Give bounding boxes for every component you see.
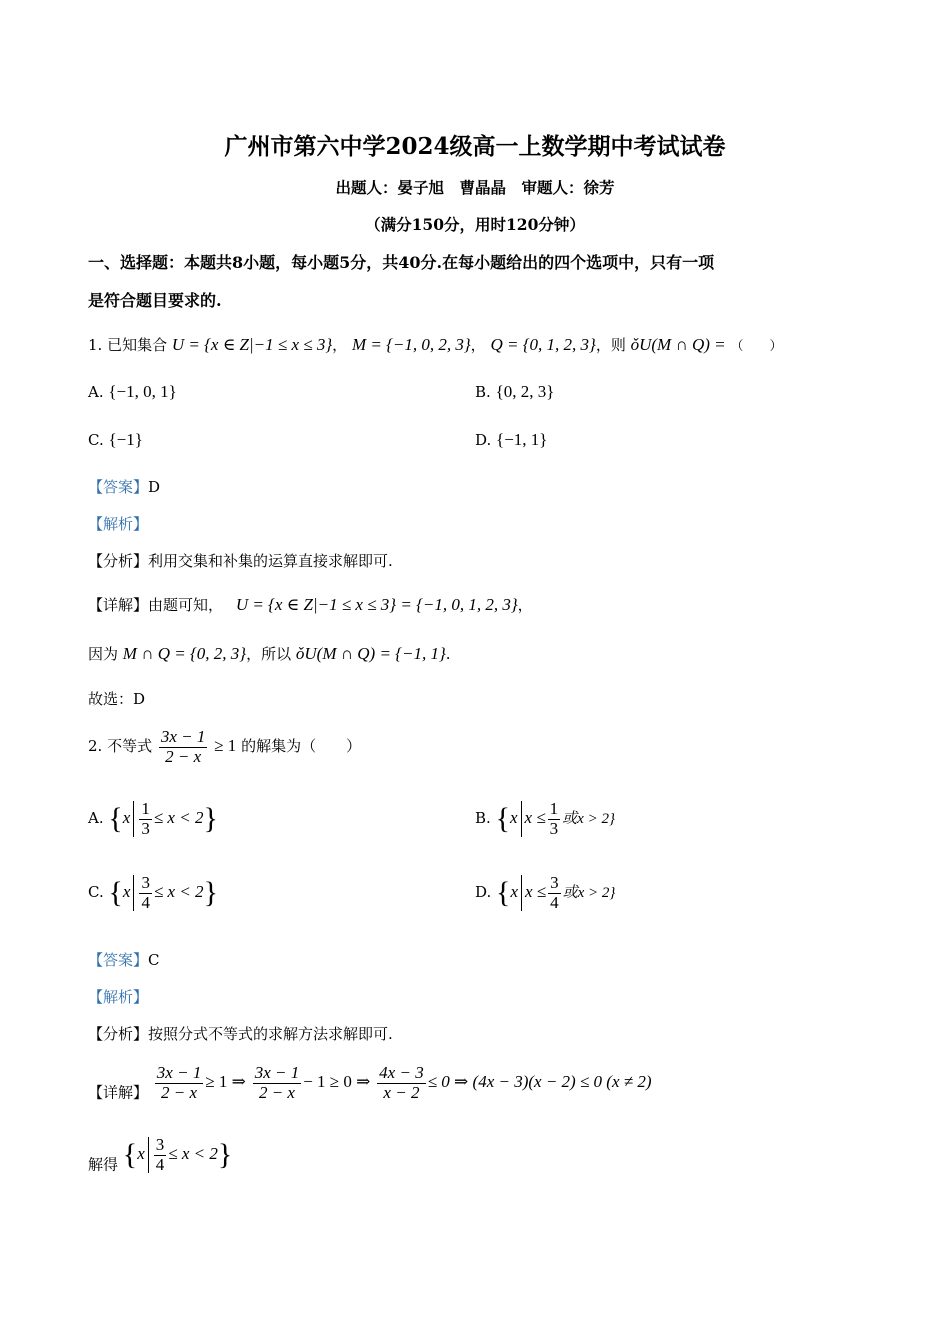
fraction [253, 1064, 302, 1102]
option-label: B. [475, 383, 491, 401]
q1-detail [88, 594, 533, 615]
q1-sep2: ， [470, 336, 486, 354]
fraction-numerator: 3x − 1 [160, 727, 206, 746]
analysis-label: 【分析】 [88, 552, 149, 570]
section-heading-line1: 一、选择题：本题共8小题，每小题5分，共40分.在每小题给出的四个选项中，只有一项 [88, 253, 715, 272]
q1-set-m: M = {−1, 0, 2, 3} [351, 335, 471, 354]
fraction-numerator: 3 [155, 1135, 165, 1154]
q1-because-line [88, 643, 451, 664]
q1-set-q: Q = {0, 1, 2, 3} [490, 335, 596, 354]
q1-choose: 故选：D [88, 690, 146, 708]
detail-expression: U = {x ∈ Z|−1 ≤ x ≤ 3} = {−1, 0, 1, 2, 3} [235, 595, 518, 614]
fraction-denominator: 2 − x [165, 746, 202, 766]
q2-option-c: C. {x $\frac{3}{4}$ ≤ x < 2} [88, 873, 218, 912]
q1-option-d [475, 430, 547, 450]
fraction-numerator: 4x − 3 [379, 1063, 424, 1082]
detail-step: ≤ 0 ⇒ (4x − 3)(x − 2) ≤ 0 (x ≠ 2) [427, 1072, 652, 1092]
option-label: D. [475, 883, 492, 902]
fraction-denominator: x − 2 [383, 1082, 420, 1102]
q1-answer [88, 476, 160, 497]
detail-step: ≥ 1 ⇒ [205, 1072, 246, 1092]
q2-detail [88, 1064, 651, 1102]
question-2-stem [88, 728, 361, 766]
fraction-numerator: 3 [141, 873, 150, 892]
analysis-text: 按照分式不等式的求解方法求解即可. [148, 1025, 393, 1043]
set-var: x [122, 808, 131, 828]
set-condition: ≤ x < 2 [153, 882, 204, 902]
fraction-numerator: 1 [141, 799, 150, 818]
q1-option-c [88, 430, 143, 450]
fraction-denominator: 4 [550, 892, 559, 912]
option-label: C. [88, 431, 104, 449]
exam-title: 广州市第六中学2024级高一上数学期中考试试卷 [224, 133, 726, 160]
q1-set-u: U = {x ∈ Z|−1 ≤ x ≤ 3} [171, 335, 333, 354]
so-expression: ǒU(M ∩ Q) = {−1, 1} [295, 644, 446, 663]
fraction [155, 1064, 204, 1102]
fraction-denominator: 2 − x [258, 1082, 295, 1102]
fraction-denominator: 3 [549, 818, 559, 838]
option-label: C. [88, 883, 104, 902]
q2-option-d: D. {x x ≤ $\frac{3}{4}$ 或x > 2} [475, 873, 616, 912]
answer-value: D [148, 478, 161, 496]
q1-option-b [475, 382, 554, 402]
q1-expression: ǒU(M ∩ Q) = [630, 335, 726, 354]
option-value: {−1} [108, 430, 143, 449]
detail-label: 【详解】 [88, 596, 149, 614]
set-condition-tail: 或x > 2} [562, 811, 615, 828]
q1-answer-paren: （ ） [730, 339, 783, 354]
set-condition: ≤ x < 2 [168, 1144, 218, 1164]
fraction-numerator: 3x − 1 [254, 1063, 300, 1082]
period: . [445, 645, 451, 663]
set-var: x [122, 882, 131, 902]
fraction [154, 1136, 167, 1174]
option-label: A. [88, 383, 104, 401]
option-label: A. [88, 809, 104, 828]
question-1-stem [88, 334, 782, 355]
exam-authors: 出题人：晏子旭 曹晶晶 审题人：徐芳 [335, 178, 615, 197]
option-label: D. [475, 431, 492, 449]
fraction [548, 874, 561, 912]
detail-text: 由题可知， [148, 596, 224, 614]
fraction-numerator: 1 [549, 799, 559, 818]
answer-label: 【答案】 [88, 478, 149, 496]
option-value: {0, 2, 3} [495, 382, 555, 401]
set-var: x [510, 882, 518, 902]
fraction-numerator: 3x − 1 [156, 1063, 202, 1082]
answer-label: 【答案】 [88, 951, 149, 969]
q2-option-a: A. {x $\frac{1}{3}$ ≤ x < 2} [88, 799, 218, 838]
set-condition: x ≤ [524, 808, 546, 828]
analysis-label: 【分析】 [88, 1025, 149, 1043]
q1-prefix: 1. 已知集合 [88, 336, 168, 354]
q1-sep1: ， [332, 336, 348, 354]
fraction-numerator: 3 [550, 873, 559, 892]
q2-solution: 解得 {x $\frac{3}{4}$ ≤ x < 2} [88, 1135, 233, 1174]
detail-label: 【详解】 [88, 1083, 149, 1102]
set-condition: ≤ x < 2 [153, 808, 204, 828]
analysis-text: 利用交集和补集的运算直接求解即可. [148, 552, 393, 570]
q2-ge: ≥ 1 [214, 736, 237, 756]
option-label: B. [475, 809, 491, 828]
option-value: {−1, 1} [496, 430, 548, 449]
q1-then: ，则 [595, 336, 626, 354]
detail-step: − 1 ≥ 0 ⇒ [303, 1072, 371, 1092]
detail-tail: ， [517, 596, 533, 614]
set-condition: x ≤ [525, 882, 547, 902]
fraction-denominator: 3 [141, 818, 150, 838]
q2-analysis [88, 1023, 393, 1044]
q2-answer [88, 949, 160, 970]
fraction-denominator: 2 − x [161, 1082, 198, 1102]
fraction-denominator: 4 [141, 892, 150, 912]
fraction [139, 874, 152, 912]
fraction [139, 800, 152, 838]
section-heading-line2: 是符合题目要求的. [88, 291, 222, 310]
because-expression: M ∩ Q = {0, 2, 3} [122, 644, 247, 663]
fraction [377, 1064, 426, 1102]
set-condition-tail: 或x > 2} [562, 885, 616, 902]
because-word: 因为 [88, 645, 119, 663]
q2-option-b: B. {x x ≤ $\frac{1}{3}$ 或x > 2} [475, 799, 615, 838]
score-and-time: （满分150分，用时120分钟） [365, 215, 585, 234]
q2-fraction [159, 728, 208, 766]
q1-option-a [88, 382, 177, 402]
q1-jiexi-label: 【解析】 [88, 515, 149, 533]
set-var: x [137, 1144, 145, 1164]
q2-jiexi-label: 【解析】 [88, 988, 149, 1006]
q1-analysis [88, 550, 393, 571]
fraction-denominator: 4 [155, 1154, 165, 1174]
q2-suffix: 的解集为（ ） [241, 737, 362, 756]
q2-prefix: 2. 不等式 [88, 737, 153, 756]
set-var: x [509, 808, 518, 828]
solve-label: 解得 [88, 1155, 119, 1174]
fraction [548, 800, 561, 838]
option-value: {−1, 0, 1} [108, 382, 177, 401]
answer-value: C [148, 951, 160, 969]
so-word: ，所以 [246, 645, 292, 663]
